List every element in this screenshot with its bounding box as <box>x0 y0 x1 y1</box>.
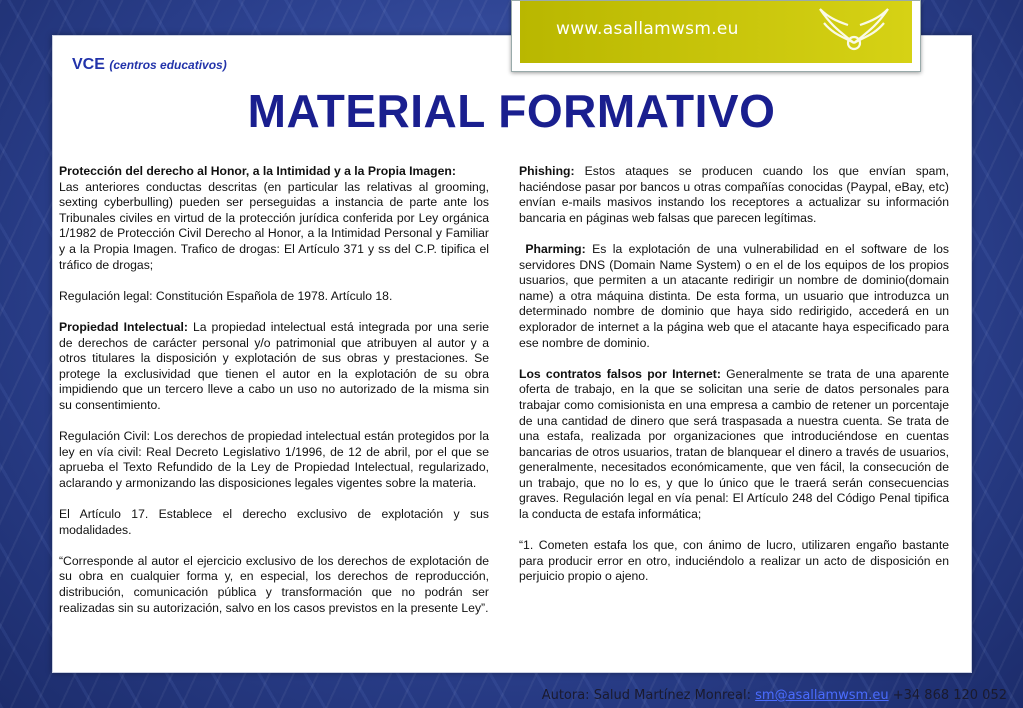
pharming-paragraph <box>519 242 949 351</box>
phishing-heading: Phishing: <box>519 164 575 178</box>
brand-label <box>72 56 227 74</box>
right-column <box>519 164 949 601</box>
phone-number: +34 868 120 052 <box>888 688 1007 703</box>
email-link[interactable]: sm@asallamwsm.eu <box>755 688 889 703</box>
winged-logo-icon <box>814 3 894 59</box>
article17-paragraph: El Artículo 17. Establece el derecho exclusivo de explotación y sus modalidades. <box>59 507 489 537</box>
left-column <box>59 164 489 632</box>
phishing-body: Estos ataques se producen cuando los que envían spam, haciéndose pasar por bancos u otras compañías conocidas (Paypal, eBay, etc) envían e-mails masivos instando los receptores a actualizar su información bancaria en páginas web falsas que parecen legítimas. <box>519 164 949 225</box>
phishing-paragraph <box>519 164 949 226</box>
brand-subtitle: (centros educativos) <box>109 58 227 72</box>
fraud-quote: “1. Cometen estafa los que, con ánimo de lucro, utilizaren engaño bastante para producir error en otro, induciéndolo a realizar un acto de disposición en perjuicio propio o ajeno. <box>519 538 949 584</box>
ip-heading: Propiedad Intelectual: <box>59 319 188 334</box>
pharming-body: Es la explotación de una vulnerabilidad en el software de los servidores DNS (Domain Name System) o en el de los equipos de los propios usuarios, que permiten a un atacante redirigir un nombre de dominio(domain name) a otra máquina distinta. De esta forma, un usuario que introduzca un determinado nombre de dominio que haya sido redirigido, accederá en un explorador de internet a la página web que el atacante haya especificado para ese nombre de dominio. <box>519 241 949 350</box>
fake-contracts-heading: Los contratos falsos por Internet: <box>519 366 721 381</box>
honor-heading: Protección del derecho al Honor, a la Intimidad y a la Propia Imagen: <box>59 164 456 178</box>
page-title: MATERIAL FORMATIVO <box>247 85 776 137</box>
author-rights-quote: “Corresponde al autor el ejercicio exclusivo de los derechos de explotación de su obra en cualquier forma y, en especial, los derechos de reproducción, distribución, comunicación pública y transformación que no podrán ser realizadas sin su autorización, salvo en los casos previstos en la presente Ley”. <box>59 553 489 615</box>
honor-paragraph <box>59 164 489 273</box>
footer-credits <box>542 688 1007 703</box>
website-banner <box>511 0 921 72</box>
brand-name: VCE <box>72 56 105 73</box>
fake-contracts-body: Generalmente se trata de una aparente oferta de trabajo, en la que se solicitan una serie de datos personales para trabajar como comisionista en una empresa a cambio de retener un porcentaje de una cantidad de dinero que será traspasada a nuestra cuenta. Se trata de una estafa, realizada por organizaciones que introduciéndose en cuentas bancarias de otros usuarios, tratan de blanquear el dinero a través de usuarios, generalmente, necesitados económicamente, que ven fácil, la consecución de un trabajo, que no lo es, y que lo único que le traerá serán consecuencias graves. Regulación legal en vía penal: El Artículo 248 del Código Penal tipifica la conducta de estafa informática; <box>519 366 949 522</box>
pharming-heading: Pharming: <box>525 241 586 256</box>
ip-body: La propiedad intelectual está integrada por una serie de derechos de carácter personal y/o patrimonial que atribuyen al autor y a otros titulares la disposición y explotación de sus obras y prestaciones. Se protege la exclusividad que tienen el autor en la explotación de su obra impidiendo que un tercero lleve a cabo un uso no autorizado de la misma sin su consentimiento. <box>59 319 489 412</box>
fake-contracts-paragraph <box>519 367 949 523</box>
constitution-paragraph: Regulación legal: Constitución Española de 1978. Artículo 18. <box>59 288 393 303</box>
website-url[interactable]: www.asallamwsm.eu <box>556 19 739 39</box>
author-label: Autora: Salud Martínez Monreal: <box>541 688 752 703</box>
civil-regulation-paragraph: Regulación Civil: Los derechos de propiedad intelectual están protegidos por la ley en vía civil: Real Decreto Legislativo 1/1996, de 12 de abril, por el que se aprueba el Texto Refundido de la Ley de Propiedad Intelectual, regularizado, aclarando y armonizando las disposiciones legales vigentes sobre la materia. <box>59 429 489 490</box>
ip-paragraph <box>59 320 489 414</box>
banner-strip <box>520 1 912 63</box>
honor-body: Las anteriores conductas descritas (en particular las relativas al grooming, sexting cyberbulling) pueden ser perseguidas a instancia de parte ante los Tribunales civiles en virtud de la protección jurídica conferida por Ley orgánica 1/1982 de Protección Civil Derecho al Honor, a la Intimidad Personal y Familiar y a la Propia Imagen. Trafico de drogas: El Artículo 371 y ss del C.P. tipifica el tráfico de drogas; <box>59 179 489 272</box>
